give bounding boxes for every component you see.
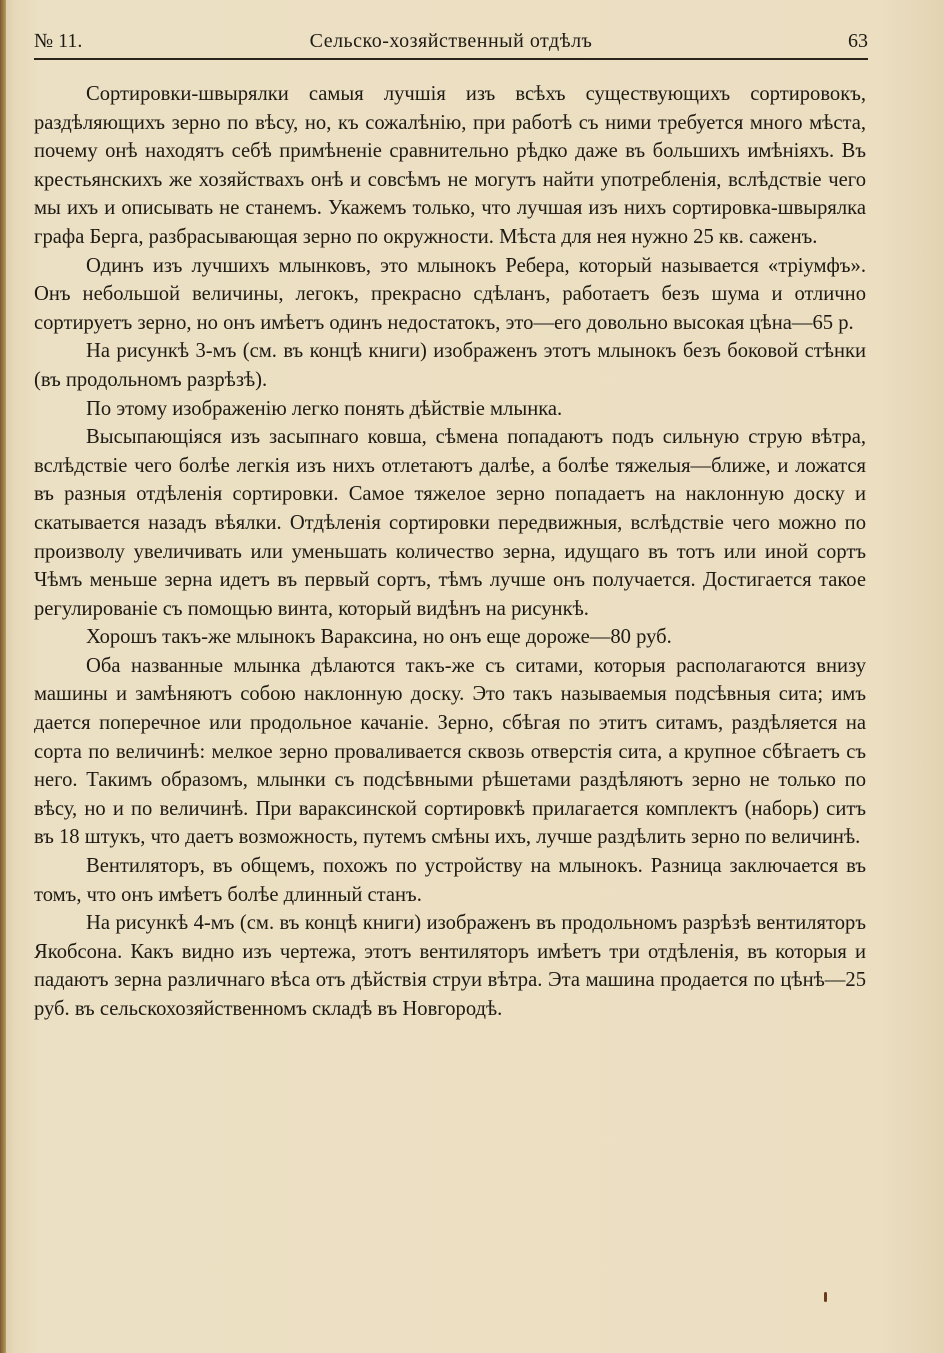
section-title: Сельско-хозяйственный отдѣлъ xyxy=(309,30,593,52)
paragraph-ventilator: Вентиляторъ, въ общемъ, похожъ по устройству на млынокъ. Разница заключается въ томъ, что онъ имѣетъ болѣе длинный станъ. xyxy=(34,855,866,906)
paragraph-varaksin-mill: Хорошъ такъ-же млынокъ Вараксина, но онъ еще дороже—80 руб. xyxy=(86,626,672,649)
ink-mark xyxy=(824,1292,827,1302)
paragraph-figure-4: На рисункѣ 4-мъ (см. въ концѣ книги) изображенъ въ продольномъ разрѣзѣ вентиляторъ Якобсона. Какъ видно изъ чертежа, этотъ вентиляторъ имѣетъ три отдѣленія, въ которыя и падаютъ зерна различнаго вѣса отъ дѣйствія струи вѣтра. Эта машина продается по цѣнѣ—25 руб. въ сельскохозяйственномъ складѣ въ Новгородѣ. xyxy=(34,912,866,1020)
body-text xyxy=(34,80,866,1024)
paragraph-mill-action: По этому изображенію легко понять дѣйствіе млынка. xyxy=(86,397,563,420)
page-spine-edge xyxy=(0,0,6,1353)
paragraph-sorting-throwers: Сортировки-швырялки самыя лучшія изъ всѣхъ существующихъ сортировокъ, раздѣляющихъ зерно по вѣсу, но, къ сожалѣнію, при работѣ съ ними требуется много мѣста, почему онѣ находятъ себѣ примѣненіе сравнительно рѣдко даже въ большихъ имѣніяхъ. Въ крестьянскихъ же хозяйствахъ онѣ и совсѣмъ не могутъ найти употребленія, вслѣдствіе чего мы ихъ и описывать не станемъ. Укажемъ только, что лучшая изъ нихъ сортировка-швырялка графа Берга, разбрасывающая зерно по окружности. Мѣста для нея нужно 25 кв. саженъ. xyxy=(34,83,866,248)
paragraph-seed-flow: Высыпающіяся изъ засыпнаго ковша, сѣмена попадаютъ подъ сильную струю вѣтра, вслѣдствіе чего болѣе легкія изъ нихъ отлетаютъ далѣе, а болѣе тяжелыя—ближе, и ложатся въ разныя отдѣленія сортировки. Самое тяжелое зерно попадаетъ на наклонную доску и скатывается назадъ вѣялки. Отдѣленія сортировки передвижныя, вслѣдствіе чего можно по произволу увеличивать или уменьшать количество зерна, идущаго въ тотъ или иной сортъ Чѣмъ меньше зерна идетъ въ первый сортъ, тѣмъ лучше онъ получается. Достигается такое регулированіе съ помощью винта, который видѣнъ на рисункѣ. xyxy=(34,426,866,620)
paragraph-sieves: Оба названные млынка дѣлаются такъ-же съ ситами, которыя располагаются внизу машины и замѣняютъ собою наклонную доску. Это такъ называемыя подсѣвныя сита; имъ дается поперечное или продольное качаніе. Зерно, сбѣгая по этитъ ситамъ, раздѣляется на сорта по величинѣ: мелкое зерно проваливается сквозь отверстія сита, а крупное сбѣгаетъ съ него. Такимъ образомъ, млынки съ подсѣвными рѣшетами раздѣляютъ зерно не только по вѣсу, но и по величинѣ. При вараксинской сортировкѣ прилагается комплектъ (наборь) ситъ въ 18 штукъ, что даетъ возможность, путемъ смѣны ихъ, лучше раздѣлить зерно по величинѣ. xyxy=(34,654,866,849)
running-header xyxy=(34,28,868,58)
issue-number: № 11. xyxy=(34,30,83,52)
page-number: 63 xyxy=(848,30,868,52)
header-rule xyxy=(34,58,868,60)
paragraph-reber-mill: Одинъ изъ лучшихъ млынковъ, это млынокъ Ребера, который называется «тріумфъ». Онъ небольшой величины, легокъ, прекрасно сдѣланъ, работаетъ безъ шума и отлично сортируетъ зерно, но онъ имѣетъ одинъ недостатокъ, это—его довольно высокая цѣна—65 р. xyxy=(34,254,866,334)
paragraph-figure-3: На рисункѣ 3-мъ (см. въ концѣ книги) изображенъ этотъ млынокъ безъ боковой стѣнки (въ продольномъ разрѣзѣ). xyxy=(34,340,866,391)
